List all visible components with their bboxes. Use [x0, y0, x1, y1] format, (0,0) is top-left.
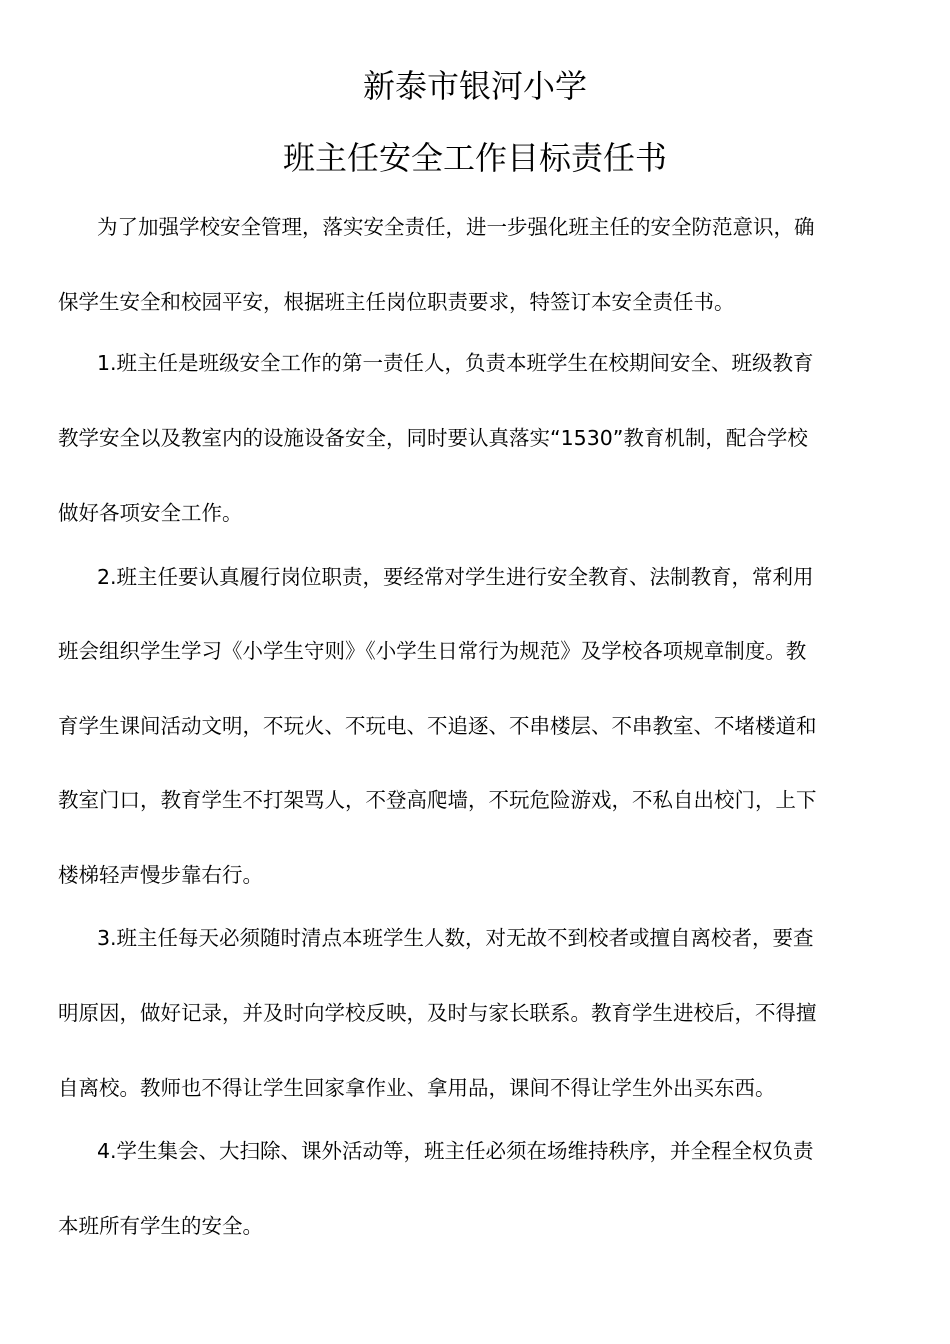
- paragraph-line: 1.班主任是班级安全工作的第一责任人，负责本班学生在校期间安全、班级教育: [97, 351, 814, 375]
- paragraph-line: 做好各项安全工作。: [58, 501, 243, 525]
- paragraph-line: 4.学生集会、大扫除、课外活动等，班主任必须在场维持秩序，并全程全权负责: [97, 1139, 814, 1163]
- paragraph-line: 教学安全以及教室内的设施设备安全，同时要认真落实“1530”教育机制，配合学校: [58, 426, 808, 450]
- paragraph-line: 3.班主任每天必须随时清点本班学生人数，对无故不到校者或擅自离校者，要查: [97, 926, 814, 950]
- paragraph-line: 明原因，做好记录，并及时向学校反映，及时与家长联系。教育学生进校后，不得擅: [58, 1001, 817, 1025]
- paragraph-line: 楼梯轻声慢步靠右行。: [58, 863, 263, 887]
- paragraph-line: 教室门口，教育学生不打架骂人，不登高爬墙，不玩危险游戏，不私自出校门，上下: [58, 788, 817, 812]
- paragraph-line: 为了加强学校安全管理，落实安全责任，进一步强化班主任的安全防范意识，确: [97, 215, 815, 239]
- paragraph-line: 班会组织学生学习《小学生守则》《小学生日常行为规范》及学校各项规章制度。教: [58, 639, 807, 663]
- school-name-title: 新泰市银河小学: [362, 67, 587, 105]
- paragraph-line: 自离校。教师也不得让学生回家拿作业、拿用品，课间不得让学生外出买东西。: [58, 1076, 776, 1100]
- paragraph-line: 育学生课间活动文明，不玩火、不玩电、不追逐、不串楼层、不串教室、不堵楼道和: [58, 714, 817, 738]
- paragraph-line: 本班所有学生的安全。: [58, 1214, 263, 1238]
- paragraph-line: 保学生安全和校园平安，根据班主任岗位职责要求，特签订本安全责任书。: [58, 290, 735, 314]
- document-title: 班主任安全工作目标责任书: [282, 139, 667, 177]
- paragraph-line: 2.班主任要认真履行岗位职责，要经常对学生进行安全教育、法制教育，常利用: [97, 565, 814, 589]
